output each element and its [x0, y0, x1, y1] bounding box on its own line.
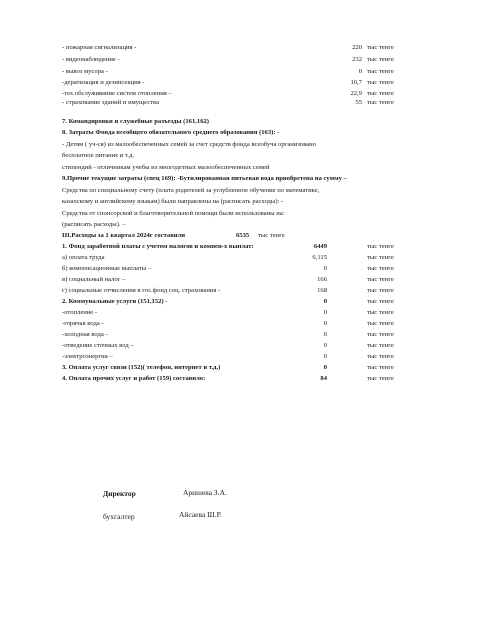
expense-row-unit: тыс тенге: [367, 331, 394, 338]
expense-row-unit: тыс тенге: [367, 265, 394, 272]
top-item-unit: тыс тенге: [367, 56, 394, 63]
expense-row-value: 0: [323, 364, 327, 371]
section-8-heading: 8. Затраты Фонда всеобщего обязательного среднего образования (163): -: [62, 129, 280, 136]
expense-row-value: 0: [323, 353, 327, 360]
expenses-header-unit: тыс тенге: [258, 232, 285, 239]
accountant-name: Айсаева Ш.Р.: [179, 510, 222, 519]
accountant-title: бухгалтер: [103, 512, 135, 521]
expense-row-value: 0: [323, 342, 327, 349]
expense-row-label: 3. Оплата услуг связи (152)( телефон, интернет и т.д.): [62, 364, 221, 371]
top-item-value: 232: [352, 56, 362, 63]
section-8-line: стипендий - отличникам учебы из многодетных малообеспеченных семей: [62, 164, 270, 171]
expense-row-label: б) компенсационные выплаты –: [62, 265, 152, 272]
expense-row-label: -отведение сточных вод –: [62, 342, 134, 349]
director-name: Аришева З.А.: [183, 488, 227, 497]
top-item-unit: тыс тенге: [367, 90, 394, 97]
expense-row-unit: тыс тенге: [367, 276, 394, 283]
top-item-label: - вывоз мусора -: [62, 68, 108, 75]
top-item-label: - пожарная сигнализация -: [62, 44, 137, 51]
section-9-heading: 9.Прочие текущие затраты (спец 169): -Бутилированная питьевая вода приобретена на сумму –: [62, 175, 347, 182]
section-8-line: - Детям ( уч-ся) из малообеспеченных семей за счет средств фонда всеобуча организовано: [62, 141, 316, 148]
expense-row-label: 1. Фонд заработной платы с учетом налогов и компен-х выплат:: [62, 243, 254, 250]
expense-row-unit: тыс тенге: [367, 298, 394, 305]
expense-row-value: 0: [323, 298, 327, 305]
expense-row-unit: тыс тенге: [367, 375, 394, 382]
top-item-value: 0: [358, 68, 362, 75]
expense-row-label: в) социальный налог –: [62, 276, 126, 283]
expense-row-unit: тыс тенге: [367, 353, 394, 360]
expense-row-label: а) оплата труда: [62, 254, 105, 261]
expense-row-label: г) социальные отчисления в гос.фонд соц. страхования -: [62, 287, 221, 294]
section-9-line: казахскому и английскому языкам) были направлены на (расписать расходы): -: [62, 198, 284, 205]
expense-row-unit: тыс тенге: [367, 287, 394, 294]
top-item-label: -дератизация и дезинсекция -: [62, 79, 145, 86]
expense-row-value: 0: [323, 265, 327, 272]
top-item-label: - страхование зданий и имущества: [62, 99, 159, 106]
expense-row-value: 0: [323, 320, 327, 327]
expense-row-label: 4. Оплата прочих услуг и работ (159) составило:: [62, 375, 206, 382]
expenses-header-value: 6535: [236, 232, 250, 239]
expense-row-label: -холодная вода -: [62, 331, 108, 338]
expense-row-value: 6449: [313, 243, 327, 250]
expense-row-label: -отопление -: [62, 309, 98, 316]
top-item-value: 220: [352, 44, 362, 51]
section-8-line: бесплатное питание и т.д.: [62, 152, 135, 159]
top-item-value: 10,7: [350, 79, 362, 86]
expense-row-unit: тыс тенге: [367, 309, 394, 316]
top-item-value: 55: [355, 99, 362, 106]
expense-row-unit: тыс тенге: [367, 364, 394, 371]
expense-row-value: 166: [317, 276, 327, 283]
expense-row-value: 6,115: [312, 254, 327, 261]
expenses-header-label: III.Расходы за 1 квартал 2024г составили: [62, 232, 186, 239]
expense-row-value: 168: [317, 287, 327, 294]
top-item-unit: тыс тенге: [367, 68, 394, 75]
top-item-unit: тыс тенге: [367, 79, 394, 86]
section-9-line: (расписать расходы). –: [62, 221, 126, 228]
top-item-label: - видеонаблюдение -: [62, 56, 120, 63]
expense-row-unit: тыс тенге: [367, 254, 394, 261]
expense-row-unit: тыс тенге: [367, 243, 394, 250]
section-7-heading: 7. Командировки и служебные разъезды (161,162): [62, 118, 209, 125]
top-item-value: 22,9: [350, 90, 362, 97]
expense-row-label: -горячая вода -: [62, 320, 104, 327]
expense-row-label: -электроэнергия –: [62, 353, 113, 360]
section-9-line: Средства по специальному счету (плата родителей за углубленное обучение по математике,: [62, 187, 320, 194]
expense-row-unit: тыс тенге: [367, 320, 394, 327]
expense-row-unit: тыс тенге: [367, 342, 394, 349]
director-title: Директор: [103, 489, 136, 498]
expense-row-value: 84: [320, 375, 327, 382]
top-item-unit: тыс тенге: [367, 44, 394, 51]
section-9-line: Средства от спонсорской и благотворительной помощи были использованы на:: [62, 210, 285, 217]
expense-row-value: 0: [323, 309, 327, 316]
top-item-label: -тех.обслуживание систем отопления –: [62, 90, 172, 97]
expense-row-value: 0: [323, 331, 327, 338]
cut-off-line: [60, 98, 420, 108]
expense-row-label: 2. Коммунальные услуги (151,152) -: [62, 298, 168, 305]
top-item-unit: тыс тенге: [367, 99, 394, 106]
